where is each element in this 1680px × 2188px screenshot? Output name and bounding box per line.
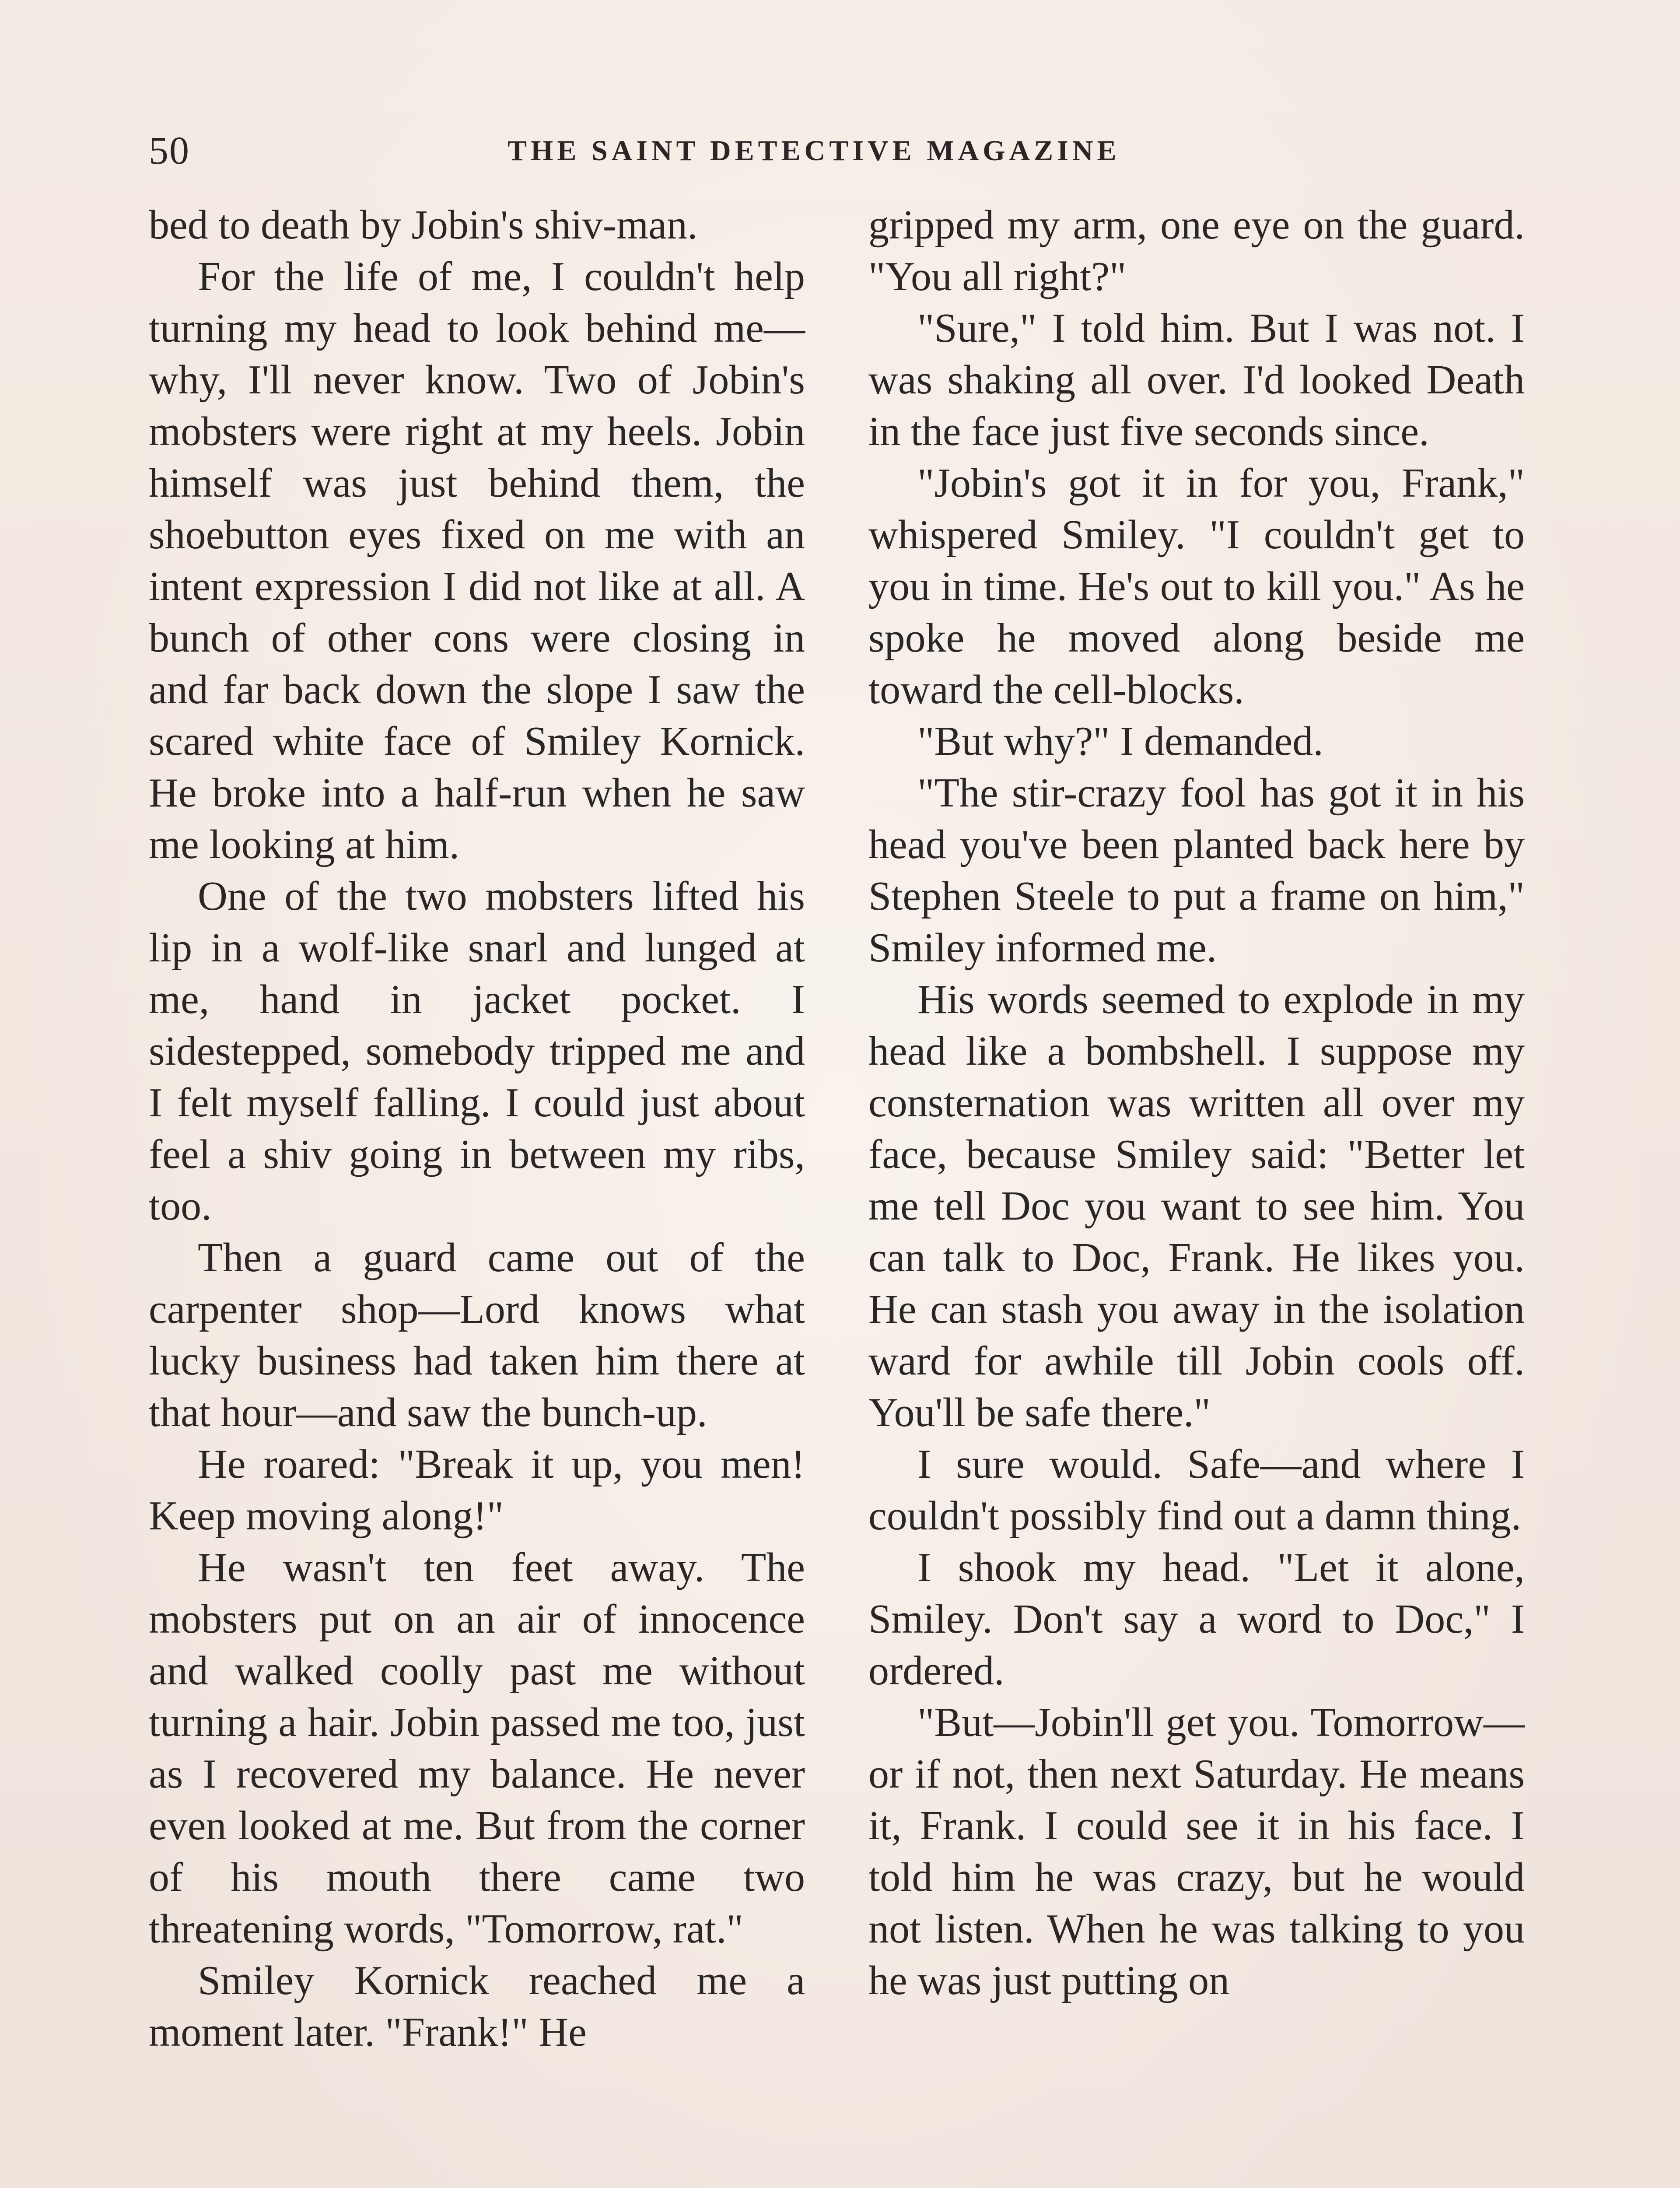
paragraph: gripped my arm, one eye on the guard. "You all right?" <box>868 202 1525 299</box>
paragraph: "The stir-crazy fool has got it in his head you've been planted back here by Stephen Steele to put a frame on him," Smiley informed me. <box>868 770 1525 971</box>
paragraph: bed to death by Jobin's shiv-man. <box>149 202 698 248</box>
running-title: THE SAINT DETECTIVE MAGAZINE <box>508 135 1120 167</box>
page-number: 50 <box>149 129 190 172</box>
paragraph: "But why?" I demanded. <box>917 719 1323 764</box>
paragraph: Then a guard came out of the carpenter shop—Lord knows what lucky business had taken him there at that hour—and saw the bunch-up. <box>149 1235 805 1435</box>
paragraph: "But—Jobin'll get you. Tomorrow—or if not, then next Saturday. He means it, Frank. I could see it in his face. I told him he was crazy, but he would not listen. When he was talking to you he was just putting on <box>868 1700 1525 2003</box>
paragraph: He roared: "Break it up, you men! Keep moving along!" <box>149 1441 805 1539</box>
left-column <box>149 199 805 2058</box>
paragraph: "Sure," I told him. But I was not. I was shaking all over. I'd looked Death in the face just five seconds since. <box>868 305 1525 454</box>
paragraph: One of the two mobsters lifted his lip in a wolf-like snarl and lunged at me, hand in jacket pocket. I sidestepped, somebody tripped me and I felt myself falling. I could just about feel a shiv going in between my ribs, too. <box>149 873 805 1229</box>
paragraph: I shook my head. "Let it alone, Smiley. Don't say a word to Doc," I ordered. <box>868 1545 1525 1694</box>
paragraph: Smiley Kornick reached me a moment later. "Frank!" He <box>149 1958 805 2055</box>
paragraph: He wasn't ten feet away. The mobsters put on an air of innocence and walked coolly past me without turning a hair. Jobin passed me too, just as I recovered my balance. He never even looked at me. But from the corner of his mouth there came two threatening words, "Tomorrow, rat." <box>149 1545 805 1952</box>
paragraph: For the life of me, I couldn't help turning my head to look behind me—why, I'll never know. Two of Jobin's mobsters were right at my heels. Jobin himself was just behind them, the shoebutton eyes fixed on me with an intent expression I did not like at all. A bunch of other cons were closing in and far back down the slope I saw the scared white face of Smiley Kornick. He broke into a half-run when he saw me looking at him. <box>149 254 805 867</box>
right-column <box>868 199 1525 2006</box>
paragraph: His words seemed to explode in my head like a bombshell. I suppose my consternation was written all over my face, because Smiley said: "Better let me tell Doc you want to see him. You can talk to Doc, Frank. He likes you. He can stash you away in the isolation ward for awhile till Jobin cools off. You'll be safe there." <box>868 977 1525 1435</box>
page-header <box>149 127 1531 175</box>
paragraph: "Jobin's got it in for you, Frank," whispered Smiley. "I couldn't get to you in time. He's out to kill you." As he spoke he moved along beside me toward the cell-blocks. <box>868 460 1525 712</box>
paragraph: I sure would. Safe—and where I couldn't possibly find out a damn thing. <box>868 1441 1525 1539</box>
